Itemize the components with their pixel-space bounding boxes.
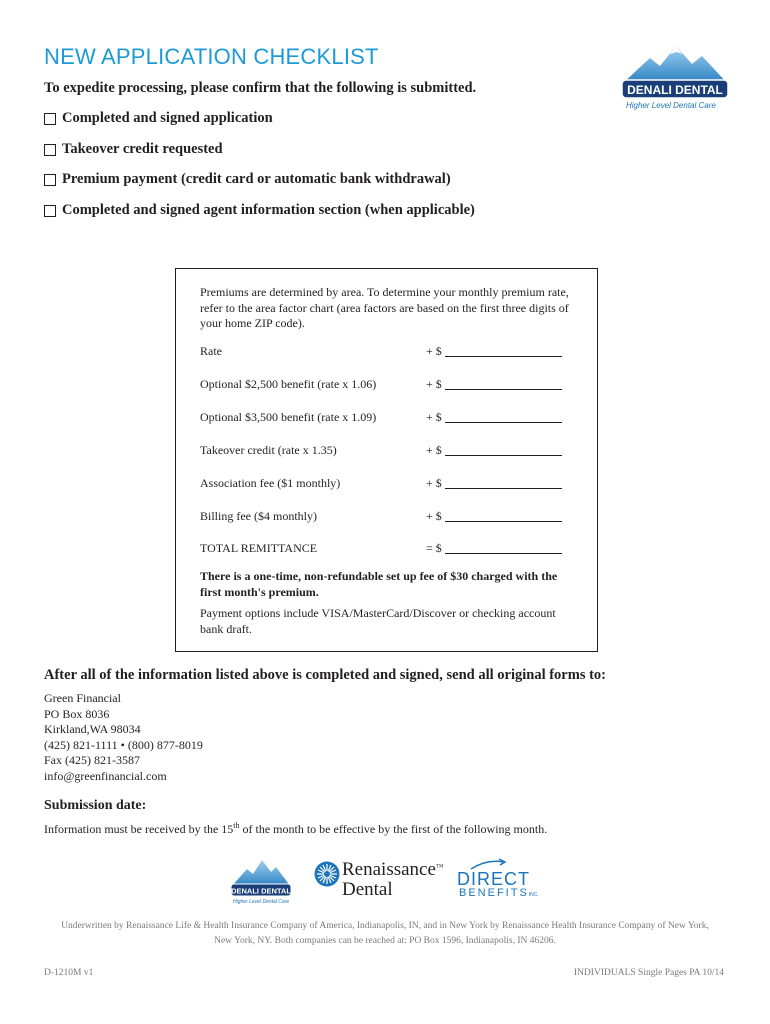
checklist-item-label: Takeover credit requested: [62, 140, 223, 157]
address-line: PO Box 8036: [44, 706, 110, 721]
submission-text-start: Information must be received by the 15: [44, 822, 234, 836]
denali-tagline: Higher Level Dental Care: [626, 101, 716, 110]
premium-row-2500-benefit: [200, 377, 570, 393]
amount-field[interactable]: [445, 553, 562, 554]
row-label: Association fee ($1 monthly): [200, 476, 341, 490]
denali-dental-logo-small: [230, 859, 292, 907]
payment-options: Payment options include VISA/MasterCard/Discover or checking account bank draft.: [200, 606, 556, 636]
checklist-item-label: Completed and signed agent information section (when applicable): [62, 201, 475, 218]
trademark-mark: TM: [435, 864, 444, 870]
checklist-item-label: Completed and signed application: [62, 110, 273, 126]
address-line: Green Financial: [44, 691, 121, 705]
setup-fee-notice: There is a one-time, non-refundable set up fee of $30 charged with the first month's premium.: [200, 569, 558, 599]
checklist: [44, 110, 475, 232]
underwriter-disclaimer: Underwritten by Renaissance Life & Health Insurance Company of America, Indianapolis, IN, and in New York by Renaissance Health Insurance Company of New York, New York, NY. Both companies can be reached at: PO Box 1596, Indianapolis, IN 46206.: [61, 921, 709, 946]
amount-field[interactable]: [445, 356, 562, 357]
row-label: Optional $2,500 benefit (rate x 1.06): [200, 377, 377, 391]
submission-text-end: of the month to be effective by the first of the following month.: [239, 822, 548, 836]
row-label: Billing fee ($4 monthly): [200, 509, 317, 523]
checklist-item: [44, 202, 475, 233]
page-title: NEW APPLICATION CHECKLIST: [44, 44, 379, 69]
premium-row-billing-fee: [200, 509, 570, 525]
row-label: Takeover credit (rate x 1.35): [200, 443, 337, 457]
svg-text:DENALI DENTAL: DENALI DENTAL: [231, 886, 291, 896]
checkbox[interactable]: [44, 113, 56, 125]
inc-text: INC.: [528, 892, 539, 898]
checklist-item: [44, 171, 475, 202]
premium-row-association-fee: [200, 476, 570, 492]
mountain-logo-icon: [620, 44, 730, 102]
amount-field[interactable]: [445, 521, 562, 522]
premium-row-rate: [200, 344, 570, 360]
checkbox[interactable]: [44, 174, 56, 186]
premium-intro: Premiums are determined by area. To determine your monthly premium rate, refer to the area factor chart (area factors are based on the first three digits of your home ZIP code).: [200, 285, 569, 330]
denali-dental-logo: [620, 44, 730, 114]
premium-row-takeover-credit: [200, 443, 570, 459]
renaissance-dental-logo: [314, 855, 444, 905]
renaissance-name: Renaissance™: [342, 859, 444, 880]
form-id: D-1210M v1: [44, 968, 94, 978]
email-link[interactable]: info@greenfinancial.com: [44, 768, 167, 783]
row-label: Optional $3,500 benefit (rate x 1.09): [200, 410, 377, 424]
row-symbol: + $: [426, 410, 442, 424]
fax-line: Fax (425) 821-3587: [44, 753, 140, 767]
row-label: Rate: [200, 344, 222, 358]
row-symbol: + $: [426, 377, 442, 391]
row-symbol: = $: [426, 541, 442, 555]
mailing-address: [44, 691, 203, 784]
phone-line: (425) 821-1111 • (800) 877-8019: [44, 737, 203, 752]
row-symbol: + $: [426, 509, 442, 523]
benefits-word: [459, 887, 539, 899]
address-line: Kirkland,WA 98034: [44, 722, 141, 736]
amount-field[interactable]: [445, 455, 562, 456]
checklist-item-label: Premium payment (credit card or automatic bank withdrawal): [62, 171, 451, 187]
benefits-text: BENEFITS: [459, 887, 529, 899]
row-symbol: + $: [426, 443, 442, 457]
row-symbol: + $: [426, 476, 442, 490]
checklist-item: [44, 110, 475, 141]
page-subtitle: To expedite processing, please confirm that the following is submitted.: [44, 80, 477, 96]
row-symbol: + $: [426, 344, 442, 358]
direct-word: DIRECT: [457, 869, 530, 889]
amount-field[interactable]: [445, 488, 562, 489]
send-forms-heading: After all of the information listed above is completed and signed, send all original forms to:: [44, 667, 606, 683]
checkbox[interactable]: [44, 144, 56, 156]
submission-text: [44, 821, 547, 837]
checklist-item: [44, 141, 475, 172]
amount-field[interactable]: [445, 389, 562, 390]
denali-tagline-small: Higher Level Dental Care: [233, 899, 290, 905]
mountain-logo-icon: [230, 859, 292, 899]
checkbox[interactable]: [44, 205, 56, 217]
amount-field[interactable]: [445, 422, 562, 423]
sunburst-icon: [314, 861, 340, 887]
renaissance-dental-word: Dental: [342, 879, 393, 900]
row-label: TOTAL REMITTANCE: [200, 541, 318, 555]
submission-heading: Submission date:: [44, 798, 147, 813]
submission-ordinal: th: [233, 821, 240, 830]
premium-row-3500-benefit: [200, 410, 570, 426]
partner-logos: [0, 855, 770, 915]
direct-benefits-logo: [457, 855, 557, 905]
svg-text:DENALI DENTAL: DENALI DENTAL: [627, 83, 723, 97]
premium-row-total-remittance: [200, 541, 570, 557]
footer-version: INDIVIDUALS Single Pages PA 10/14: [573, 968, 724, 978]
